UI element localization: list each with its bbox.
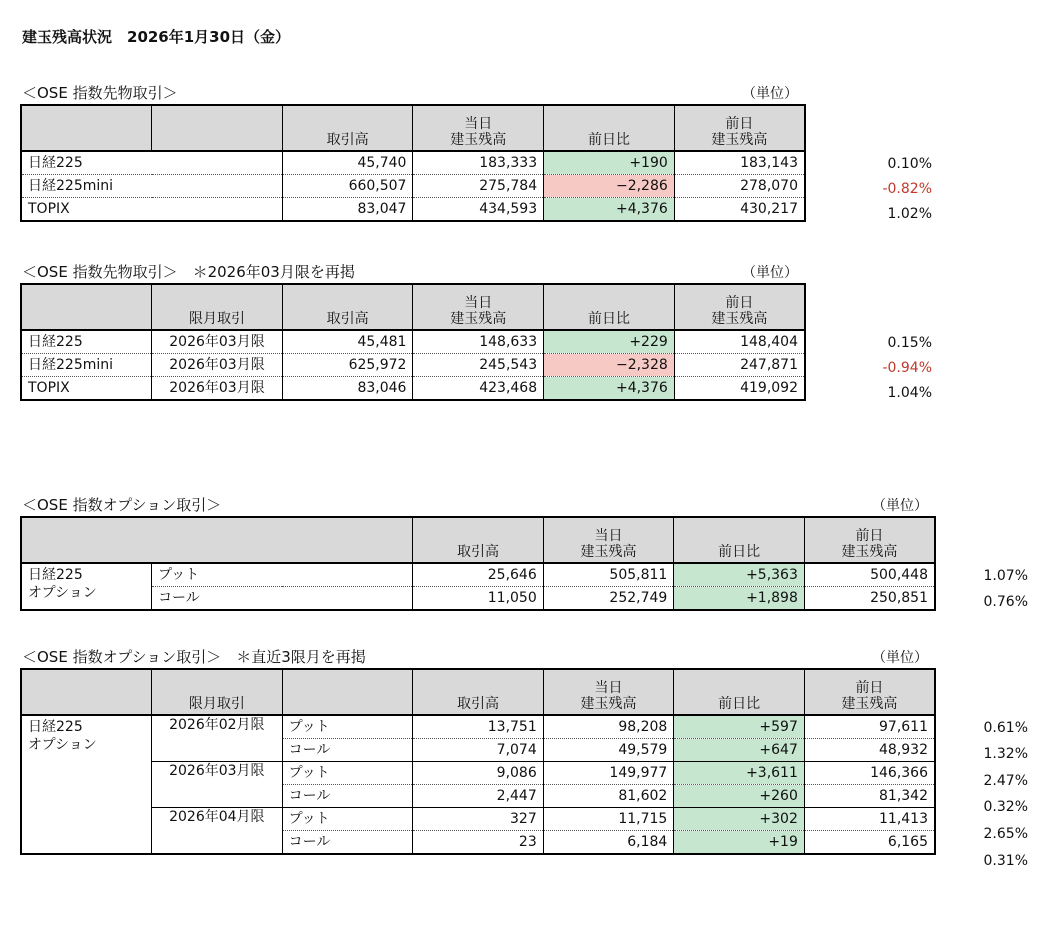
option-type-cell: プット <box>282 762 413 785</box>
option-type-cell: コール <box>282 739 413 762</box>
option-type-cell: プット <box>282 808 413 831</box>
product-name: TOPIX <box>28 201 70 217</box>
pct-change: 0.32% <box>983 799 1028 815</box>
pct-change: 0.76% <box>983 594 1028 610</box>
change-cell: +190 <box>544 151 675 175</box>
option-type-cell: コール <box>282 831 413 855</box>
change-cell: +647 <box>674 739 805 762</box>
volume-cell: 83,047 <box>282 198 413 222</box>
header-current-oi-line2: 建玉残高 <box>580 696 637 712</box>
options-section-label: ＜OSE 指数オプション取引＞ <box>22 496 222 514</box>
oi-cell: 49,579 <box>543 739 674 762</box>
page-title: 建玉残高状況 2026年1月30日（金） <box>22 28 291 46</box>
oi-cell: 148,633 <box>413 330 544 354</box>
volume-cell: 660,507 <box>282 175 413 198</box>
volume-cell: 45,740 <box>282 151 413 175</box>
oi-cell: 423,468 <box>413 377 544 401</box>
pct-change: 0.10% <box>887 156 932 172</box>
table-header-row <box>21 669 935 715</box>
volume-cell: 9,086 <box>413 762 544 785</box>
prev-oi-cell: 278,070 <box>674 175 805 198</box>
change-cell: +260 <box>674 785 805 808</box>
header-current-oi-line2: 建玉残高 <box>580 544 637 560</box>
pct-change: 0.61% <box>983 720 1028 736</box>
contract-month-cell: 2026年03月限 <box>152 762 283 808</box>
pct-change: 0.31% <box>983 853 1028 869</box>
table-row <box>21 151 805 175</box>
header-current-oi <box>543 669 674 715</box>
product-name <box>21 715 152 854</box>
change-cell: +4,376 <box>544 198 675 222</box>
pct-change: -0.94% <box>882 360 932 376</box>
pct-change: 1.04% <box>887 385 932 401</box>
table-header-row <box>21 517 935 563</box>
oi-cell: 252,749 <box>543 587 674 611</box>
prev-oi-cell: 81,342 <box>804 785 935 808</box>
header-blank <box>21 105 152 151</box>
header-current-oi-line1: 当日 <box>594 680 623 696</box>
table-row <box>21 808 935 831</box>
header-contract-month: 限月取引 <box>152 284 283 330</box>
header-volume: 取引高 <box>413 669 544 715</box>
volume-cell: 23 <box>413 831 544 855</box>
blank-cell <box>152 198 283 222</box>
prev-oi-cell: 97,611 <box>804 715 935 739</box>
futures-section-label: ＜OSE 指数先物取引＞ <box>22 84 178 102</box>
product-name: 日経225 <box>21 151 152 175</box>
product-name-line2: オプション <box>28 585 97 601</box>
header-prev-oi-line1: 前日 <box>855 528 884 544</box>
table-row <box>21 563 935 587</box>
table-row <box>21 330 805 354</box>
volume-cell: 625,972 <box>282 354 413 377</box>
option-type-cell: プット <box>152 563 413 587</box>
header-blank <box>21 517 152 563</box>
change-cell: +302 <box>674 808 805 831</box>
options-month-section-label: ＜OSE 指数オプション取引＞ ＊直近3限月を再掲 <box>22 648 366 666</box>
header-change: 前日比 <box>674 517 805 563</box>
header-prev-oi <box>804 517 935 563</box>
prev-oi-cell: 419,092 <box>674 377 805 401</box>
prev-oi-cell: 183,143 <box>674 151 805 175</box>
contract-month-cell: 2026年02月限 <box>152 715 283 762</box>
header-current-oi-line1: 当日 <box>464 116 493 132</box>
table-row <box>21 762 935 785</box>
volume-cell: 7,074 <box>413 739 544 762</box>
header-prev-oi <box>804 669 935 715</box>
blank-cell <box>152 175 283 198</box>
table-row <box>21 354 805 377</box>
futures-unit-label: （単位） <box>742 86 798 102</box>
pct-change: 1.07% <box>983 568 1028 584</box>
table-header-row <box>21 105 805 151</box>
change-cell: +19 <box>674 831 805 855</box>
change-cell: +5,363 <box>674 563 805 587</box>
option-type-cell: コール <box>152 587 413 611</box>
change-cell: +229 <box>544 330 675 354</box>
product-name: 日経225mini <box>21 354 152 377</box>
oi-cell: 505,811 <box>543 563 674 587</box>
pct-change: 2.65% <box>983 826 1028 842</box>
header-prev-oi-line2: 建玉残高 <box>841 696 898 712</box>
header-current-oi <box>413 105 544 151</box>
header-blank <box>152 517 283 563</box>
contract-month-cell: 2026年03月限 <box>152 377 283 401</box>
prev-oi-cell: 250,851 <box>804 587 935 611</box>
product-name-line1: 日経225 <box>28 567 83 583</box>
header-blank <box>282 517 413 563</box>
oi-cell: 183,333 <box>413 151 544 175</box>
header-volume: 取引高 <box>413 517 544 563</box>
options-month-unit-label: （単位） <box>872 650 928 666</box>
table-row <box>21 377 805 401</box>
prev-oi-cell: 247,871 <box>674 354 805 377</box>
option-type-cell: コール <box>282 785 413 808</box>
change-cell: +597 <box>674 715 805 739</box>
prev-oi-cell: 430,217 <box>674 198 805 222</box>
prev-oi-cell: 11,413 <box>804 808 935 831</box>
header-change: 前日比 <box>544 284 675 330</box>
header-blank <box>282 669 413 715</box>
header-change: 前日比 <box>544 105 675 151</box>
contract-month-cell: 2026年04月限 <box>152 808 283 855</box>
volume-cell: 83,046 <box>282 377 413 401</box>
header-current-oi-line2: 建玉残高 <box>450 132 507 148</box>
change-cell: +4,376 <box>544 377 675 401</box>
product-name: 日経225mini <box>21 175 152 198</box>
pct-change: 2.47% <box>983 773 1028 789</box>
oi-cell: 245,543 <box>413 354 544 377</box>
futures-month-unit-label: （単位） <box>742 265 798 281</box>
volume-cell: 25,646 <box>413 563 544 587</box>
table-header-row <box>21 284 805 330</box>
header-blank <box>21 669 152 715</box>
pct-change: 1.32% <box>983 746 1028 762</box>
header-blank <box>21 284 152 330</box>
header-change: 前日比 <box>674 669 805 715</box>
table-row <box>21 198 805 222</box>
change-cell: +1,898 <box>674 587 805 611</box>
contract-month-cell: 2026年03月限 <box>152 354 283 377</box>
futures-month-section-label: ＜OSE 指数先物取引＞ ＊2026年03月限を再掲 <box>22 263 355 281</box>
prev-oi-cell: 500,448 <box>804 563 935 587</box>
prev-oi-cell: 48,932 <box>804 739 935 762</box>
header-prev-oi-line2: 建玉残高 <box>711 311 768 327</box>
header-volume: 取引高 <box>282 284 413 330</box>
product-name: 日経225 <box>21 330 152 354</box>
header-prev-oi-line1: 前日 <box>855 680 884 696</box>
oi-cell: 149,977 <box>543 762 674 785</box>
options-month-table <box>20 668 936 855</box>
futures-month-table <box>20 283 806 401</box>
option-type-cell: プット <box>282 715 413 739</box>
header-prev-oi <box>674 105 805 151</box>
pct-change: 0.15% <box>887 335 932 351</box>
volume-cell: 11,050 <box>413 587 544 611</box>
product-name <box>21 563 152 610</box>
header-current-oi-line1: 当日 <box>464 295 493 311</box>
header-current-oi <box>543 517 674 563</box>
prev-oi-cell: 148,404 <box>674 330 805 354</box>
contract-month-cell: 2026年03月限 <box>152 330 283 354</box>
header-current-oi-line2: 建玉残高 <box>450 311 507 327</box>
futures-table <box>20 104 806 222</box>
oi-cell: 11,715 <box>543 808 674 831</box>
blank-cell <box>152 151 283 175</box>
header-current-oi <box>413 284 544 330</box>
header-current-oi-line1: 当日 <box>594 528 623 544</box>
oi-cell: 81,602 <box>543 785 674 808</box>
header-prev-oi-line1: 前日 <box>725 116 754 132</box>
volume-cell: 327 <box>413 808 544 831</box>
header-prev-oi <box>674 284 805 330</box>
product-name-line2: オプション <box>28 737 97 753</box>
pct-change: -0.82% <box>882 181 932 197</box>
pct-change: 1.02% <box>887 206 932 222</box>
volume-cell: 13,751 <box>413 715 544 739</box>
product-name-line1: 日経225 <box>28 719 83 735</box>
volume-cell: 45,481 <box>282 330 413 354</box>
change-cell: +3,611 <box>674 762 805 785</box>
header-volume: 取引高 <box>282 105 413 151</box>
table-row <box>21 587 935 611</box>
volume-cell: 2,447 <box>413 785 544 808</box>
product-name: TOPIX <box>28 380 70 396</box>
oi-cell: 6,184 <box>543 831 674 855</box>
change-cell: −2,328 <box>544 354 675 377</box>
header-contract-month: 限月取引 <box>152 669 283 715</box>
header-prev-oi-line1: 前日 <box>725 295 754 311</box>
oi-cell: 98,208 <box>543 715 674 739</box>
header-blank <box>152 105 283 151</box>
prev-oi-cell: 146,366 <box>804 762 935 785</box>
header-prev-oi-line2: 建玉残高 <box>841 544 898 560</box>
oi-cell: 434,593 <box>413 198 544 222</box>
oi-cell: 275,784 <box>413 175 544 198</box>
options-table <box>20 516 936 611</box>
change-cell: −2,286 <box>544 175 675 198</box>
header-prev-oi-line2: 建玉残高 <box>711 132 768 148</box>
options-unit-label: （単位） <box>872 498 928 514</box>
table-row <box>21 175 805 198</box>
prev-oi-cell: 6,165 <box>804 831 935 855</box>
table-row <box>21 715 935 739</box>
